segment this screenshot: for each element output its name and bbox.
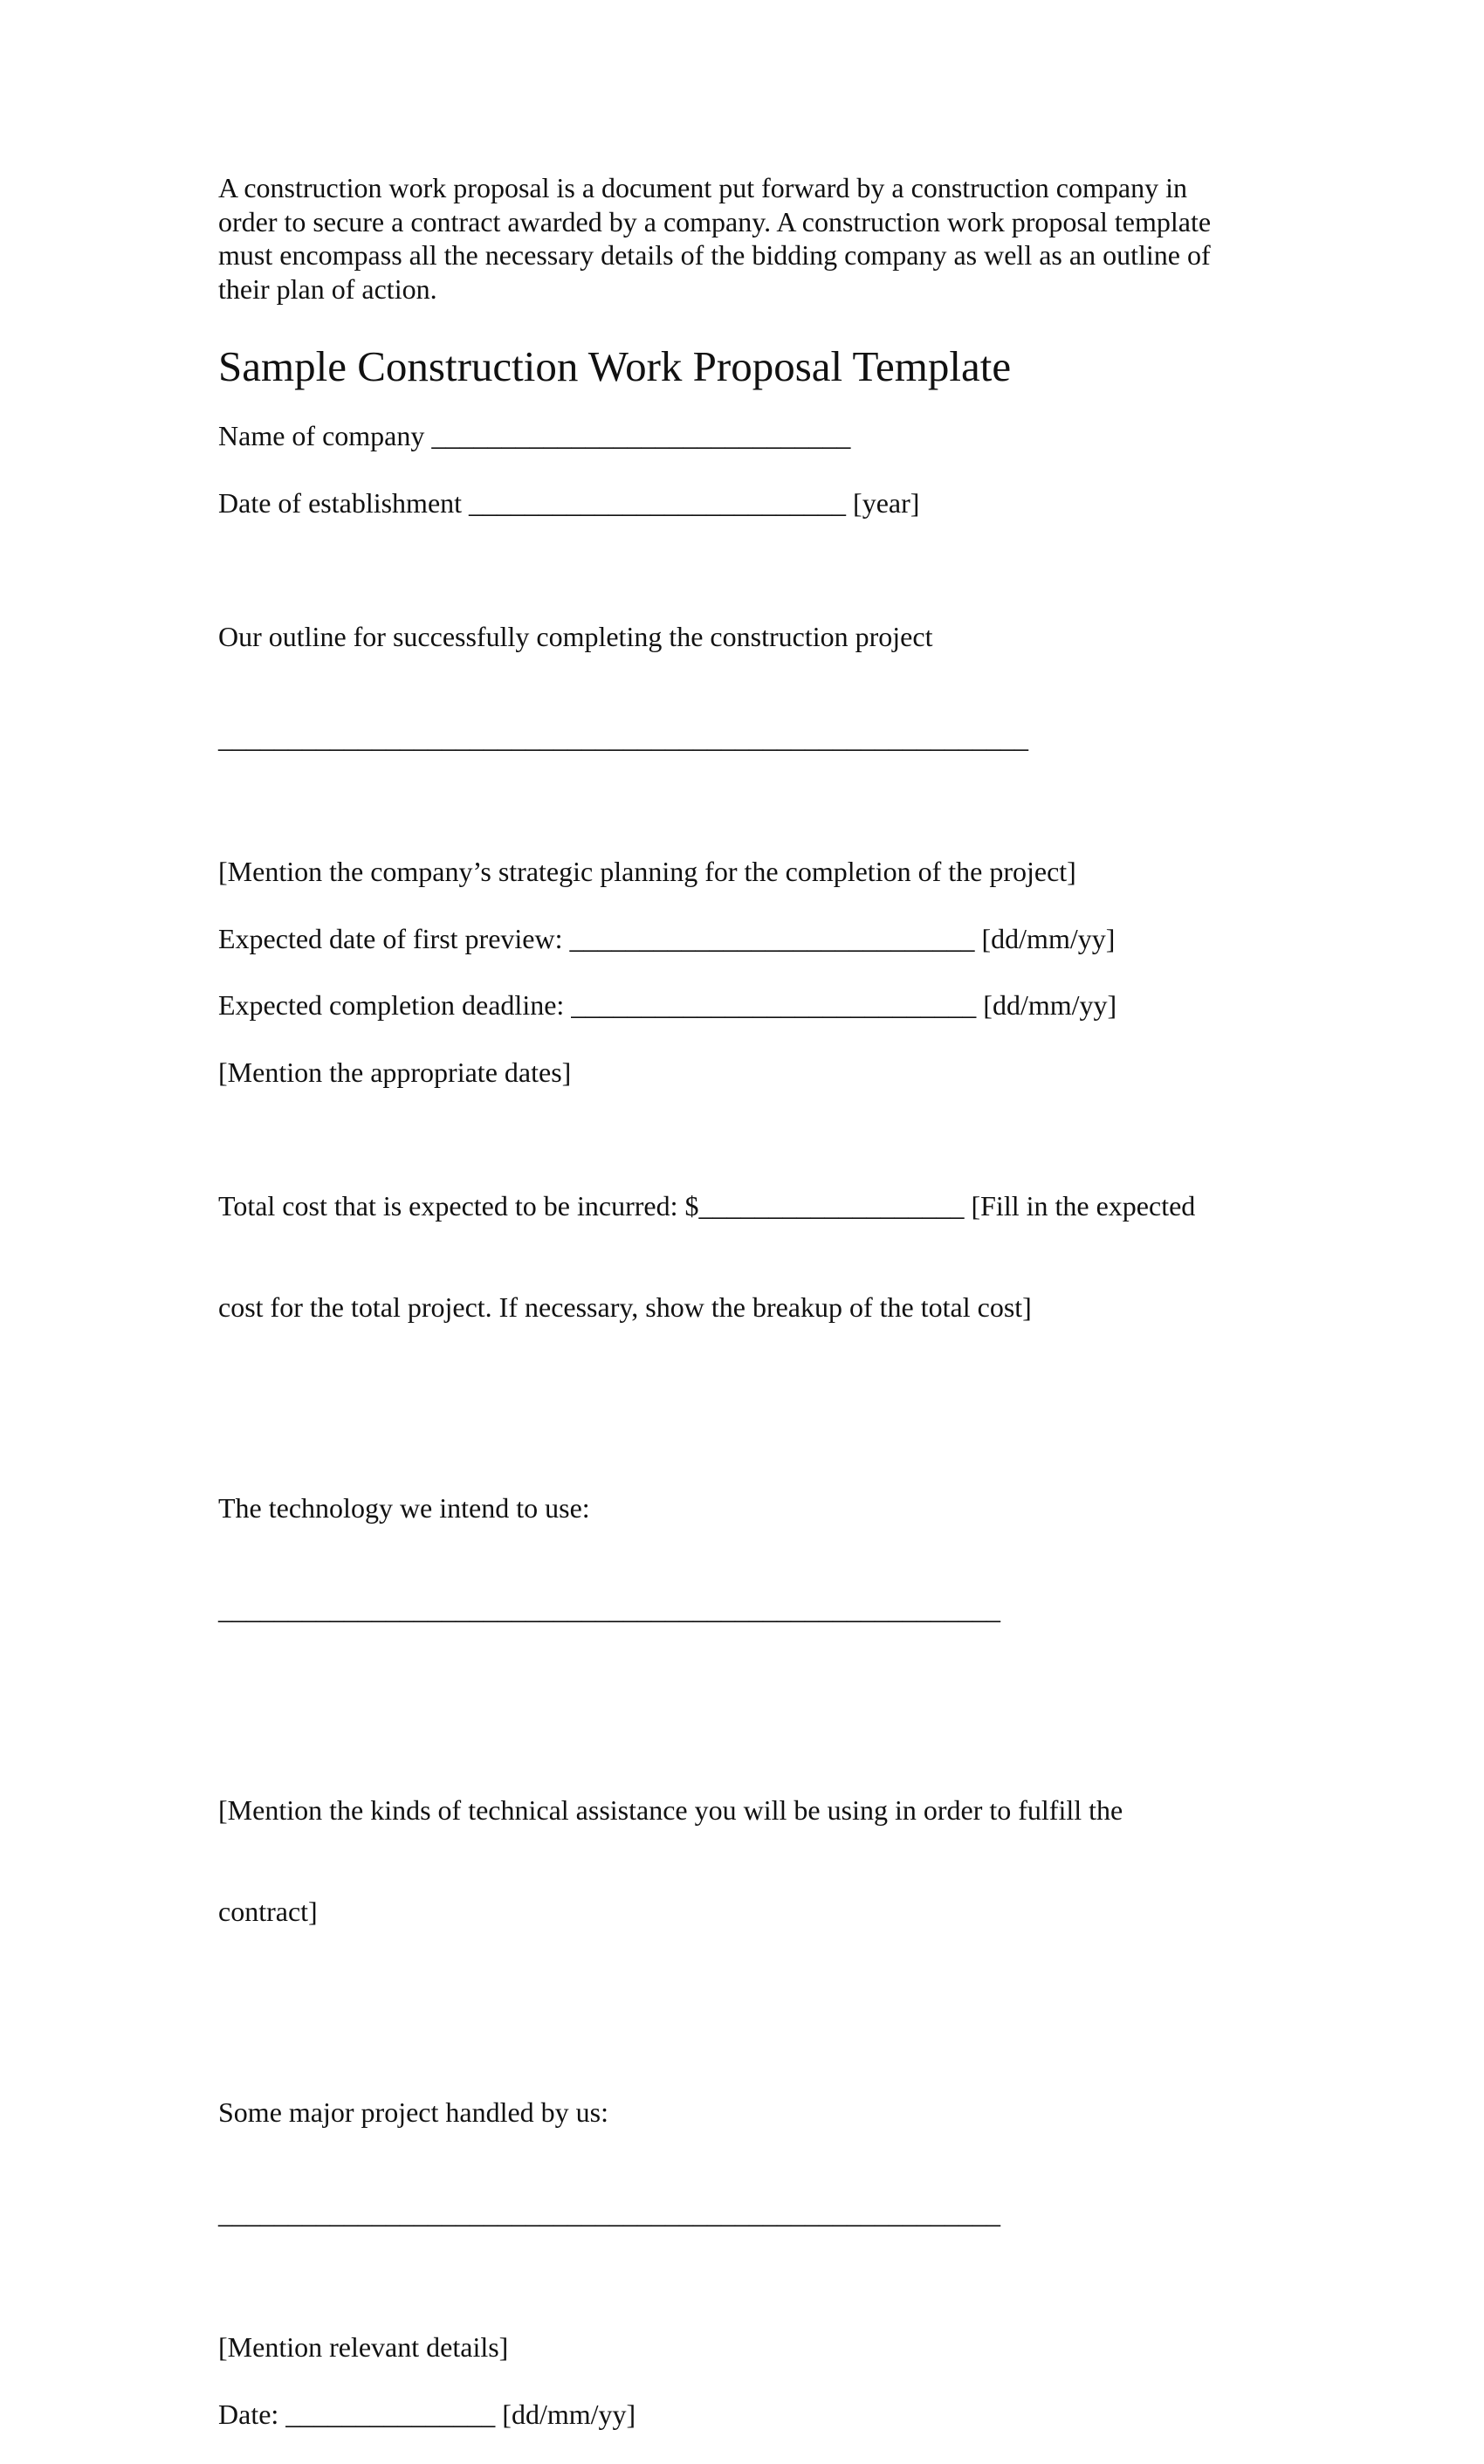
projects-blank-line: ________________________________________________________: [218, 2197, 1000, 2229]
outline-field: [218, 553, 1266, 822]
technical-note-line-1: [Mention the kinds of technical assistance you will be using in order to fulfill the: [218, 1794, 1123, 1826]
strategic-planning-note: [Mention the company’s strategic planning for the completion of the project]: [218, 856, 1076, 887]
dates-note: [Mention the appropriate dates]: [218, 1056, 572, 1088]
intro-line-4: their plan of action.: [218, 272, 437, 305]
outline-blank-line: __________________________________________________________: [218, 721, 1028, 754]
technical-assistance-note: [218, 1726, 1266, 1995]
technology-blank-line: ________________________________________________________: [218, 1593, 1000, 1625]
intro-line-3: must encompass all the necessary details of the bidding company as well as an outline of: [218, 239, 1211, 271]
technology-label: The technology we intend to use:: [218, 1492, 590, 1524]
intro-line-1: A construction work proposal is a document put forward by a construction company in: [218, 172, 1187, 203]
establishment-date-field: Date of establishment ___________________________ [year]: [218, 486, 920, 519]
intro-paragraph: [218, 171, 1266, 306]
intro-line-2: order to secure a contract awarded by a company. A construction work proposal template: [218, 205, 1212, 237]
completion-deadline-field: Expected completion deadline: _____________________________ [dd/mm/yy]: [218, 989, 1117, 1021]
technology-field: [218, 1424, 1266, 1693]
page-title: Sample Construction Work Proposal Template: [218, 342, 1012, 390]
signature-date-field: Date: _______________ [dd/mm/yy]: [218, 2398, 636, 2430]
total-cost-line-1: Total cost that is expected to be incurred: $___________________ [Fill in the expected: [218, 1190, 1196, 1222]
first-preview-date-field: Expected date of first preview: _____________________________ [dd/mm/yy]: [218, 922, 1116, 954]
projects-label: Some major project handled by us:: [218, 2096, 609, 2128]
company-name-field: Name of company ______________________________: [218, 420, 851, 451]
major-projects-field: [218, 2028, 1266, 2297]
document-content: [218, 171, 1266, 2464]
outline-label: Our outline for successfully completing the construction project: [218, 621, 933, 652]
total-cost-line-2: cost for the total project. If necessary, show the breakup of the total cost]: [218, 1291, 1032, 1323]
total-cost-field: [218, 1122, 1266, 1391]
relevant-details-note: [Mention relevant details]: [218, 2331, 509, 2363]
technical-note-line-2: contract]: [218, 1895, 318, 1927]
